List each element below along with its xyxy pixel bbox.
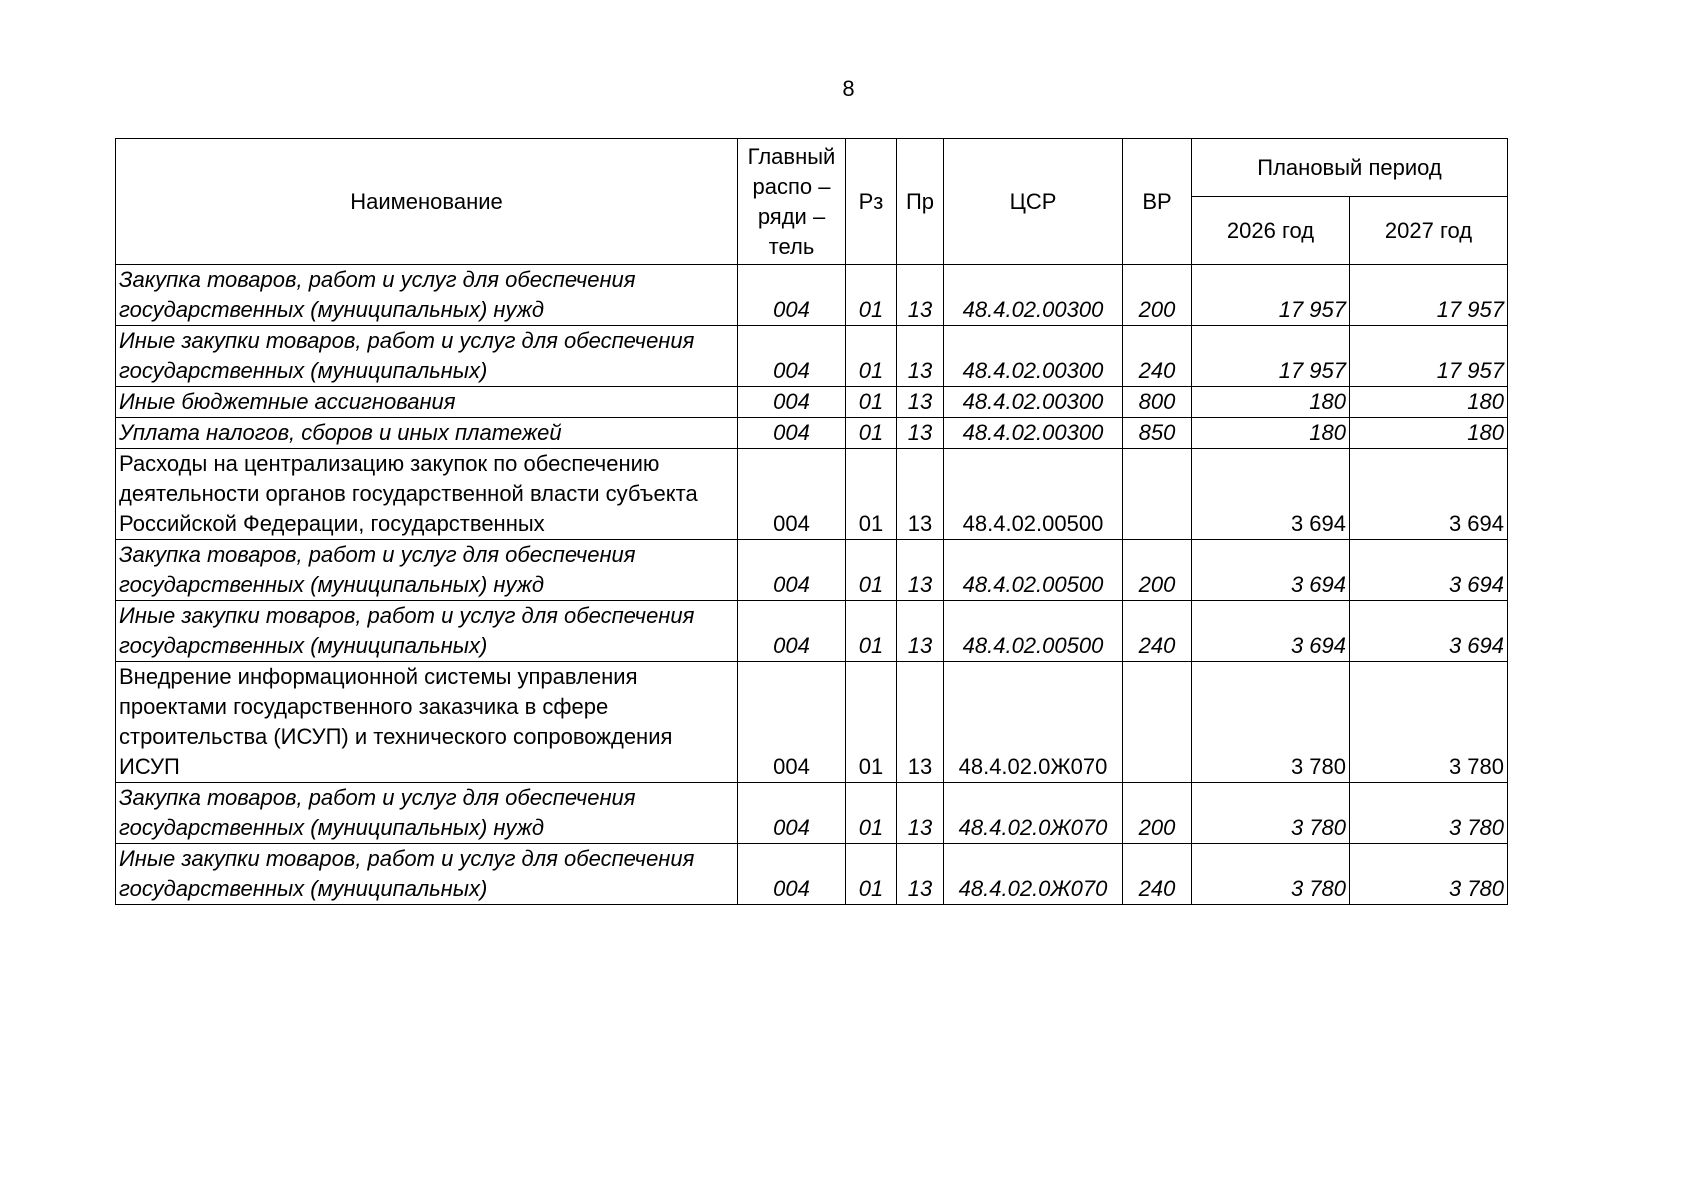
row-vr: 200 <box>1123 783 1192 844</box>
header-plan-period: Плановый период <box>1192 139 1508 197</box>
table-row <box>116 540 1508 601</box>
row-rz: 01 <box>846 601 897 662</box>
table-row <box>116 844 1508 905</box>
row-value-2027: 3 780 <box>1350 662 1508 783</box>
row-value-2027: 17 957 <box>1350 265 1508 326</box>
row-pr: 13 <box>897 326 944 387</box>
row-value-2027: 3 694 <box>1350 540 1508 601</box>
row-rz: 01 <box>846 265 897 326</box>
row-value-2027: 3 780 <box>1350 783 1508 844</box>
row-name: Уплата налогов, сборов и иных платежей <box>116 418 738 449</box>
header-name: Наименование <box>116 139 738 265</box>
row-name: Иные бюджетные ассигнования <box>116 387 738 418</box>
row-value-2026: 3 694 <box>1192 449 1350 540</box>
table-row <box>116 326 1508 387</box>
row-pr: 13 <box>897 387 944 418</box>
row-csr: 48.4.02.0Ж070 <box>944 844 1123 905</box>
row-name: Внедрение информационной системы управления проектами государственного заказчика в сфере строительства (ИСУП) и технического сопровождения ИСУП <box>116 662 738 783</box>
row-vr: 240 <box>1123 326 1192 387</box>
table-row <box>116 265 1508 326</box>
row-vr: 200 <box>1123 265 1192 326</box>
row-value-2027: 3 694 <box>1350 449 1508 540</box>
row-name: Закупка товаров, работ и услуг для обеспечения государственных (муниципальных) нужд <box>116 540 738 601</box>
row-vr <box>1123 449 1192 540</box>
row-value-2027: 3 780 <box>1350 844 1508 905</box>
budget-table <box>115 138 1508 905</box>
row-csr: 48.4.02.00500 <box>944 449 1123 540</box>
table-row <box>116 662 1508 783</box>
row-gr: 004 <box>738 662 846 783</box>
table-row <box>116 601 1508 662</box>
header-gr-line4: тель <box>768 233 815 259</box>
row-gr: 004 <box>738 540 846 601</box>
header-year-2026: 2026 год <box>1192 197 1350 265</box>
row-vr: 240 <box>1123 601 1192 662</box>
row-gr: 004 <box>738 783 846 844</box>
row-pr: 13 <box>897 783 944 844</box>
row-name: Расходы на централизацию закупок по обеспечению деятельности органов государственной власти субъекта Российской Федерации, государственных <box>116 449 738 540</box>
header-gr-line3: ряди – <box>757 203 826 229</box>
row-rz: 01 <box>846 783 897 844</box>
row-vr: 240 <box>1123 844 1192 905</box>
table-row <box>116 418 1508 449</box>
row-csr: 48.4.02.00300 <box>944 326 1123 387</box>
row-csr: 48.4.02.0Ж070 <box>944 783 1123 844</box>
row-csr: 48.4.02.00300 <box>944 387 1123 418</box>
row-value-2027: 180 <box>1350 387 1508 418</box>
row-pr: 13 <box>897 662 944 783</box>
row-rz: 01 <box>846 326 897 387</box>
row-csr: 48.4.02.00500 <box>944 601 1123 662</box>
row-value-2026: 180 <box>1192 387 1350 418</box>
row-rz: 01 <box>846 387 897 418</box>
row-gr: 004 <box>738 387 846 418</box>
row-name: Закупка товаров, работ и услуг для обеспечения государственных (муниципальных) нужд <box>116 265 738 326</box>
row-value-2026: 3 694 <box>1192 601 1350 662</box>
row-value-2026: 17 957 <box>1192 326 1350 387</box>
row-pr: 13 <box>897 449 944 540</box>
row-vr: 850 <box>1123 418 1192 449</box>
header-gr-line2: распо – <box>752 173 831 199</box>
row-value-2026: 3 694 <box>1192 540 1350 601</box>
row-rz: 01 <box>846 540 897 601</box>
row-value-2026: 17 957 <box>1192 265 1350 326</box>
row-rz: 01 <box>846 844 897 905</box>
row-pr: 13 <box>897 601 944 662</box>
header-gr-line1: Главный <box>747 143 836 169</box>
header-vr: ВР <box>1123 139 1192 265</box>
row-value-2027: 17 957 <box>1350 326 1508 387</box>
row-gr: 004 <box>738 449 846 540</box>
row-value-2026: 3 780 <box>1192 844 1350 905</box>
row-gr: 004 <box>738 418 846 449</box>
row-rz: 01 <box>846 418 897 449</box>
row-gr: 004 <box>738 326 846 387</box>
row-value-2027: 180 <box>1350 418 1508 449</box>
row-gr: 004 <box>738 265 846 326</box>
header-year-2027: 2027 год <box>1350 197 1508 265</box>
row-pr: 13 <box>897 418 944 449</box>
row-csr: 48.4.02.00500 <box>944 540 1123 601</box>
row-name: Закупка товаров, работ и услуг для обеспечения государственных (муниципальных) нужд <box>116 783 738 844</box>
table-row <box>116 387 1508 418</box>
header-gr <box>738 139 846 265</box>
row-csr: 48.4.02.00300 <box>944 265 1123 326</box>
table-row <box>116 783 1508 844</box>
row-gr: 004 <box>738 844 846 905</box>
row-pr: 13 <box>897 265 944 326</box>
row-vr <box>1123 662 1192 783</box>
header-rz: Рз <box>846 139 897 265</box>
row-gr: 004 <box>738 601 846 662</box>
row-value-2026: 180 <box>1192 418 1350 449</box>
row-name: Иные закупки товаров, работ и услуг для обеспечения государственных (муниципальных) <box>116 601 738 662</box>
row-rz: 01 <box>846 449 897 540</box>
table-row <box>116 449 1508 540</box>
row-value-2027: 3 694 <box>1350 601 1508 662</box>
header-pr: Пр <box>897 139 944 265</box>
row-rz: 01 <box>846 662 897 783</box>
row-pr: 13 <box>897 844 944 905</box>
row-csr: 48.4.02.00300 <box>944 418 1123 449</box>
row-name: Иные закупки товаров, работ и услуг для обеспечения государственных (муниципальных) <box>116 844 738 905</box>
row-pr: 13 <box>897 540 944 601</box>
row-name: Иные закупки товаров, работ и услуг для обеспечения государственных (муниципальных) <box>116 326 738 387</box>
page-number: 8 <box>842 76 855 101</box>
row-value-2026: 3 780 <box>1192 662 1350 783</box>
row-vr: 200 <box>1123 540 1192 601</box>
row-csr: 48.4.02.0Ж070 <box>944 662 1123 783</box>
row-vr: 800 <box>1123 387 1192 418</box>
header-csr: ЦСР <box>944 139 1123 265</box>
row-value-2026: 3 780 <box>1192 783 1350 844</box>
